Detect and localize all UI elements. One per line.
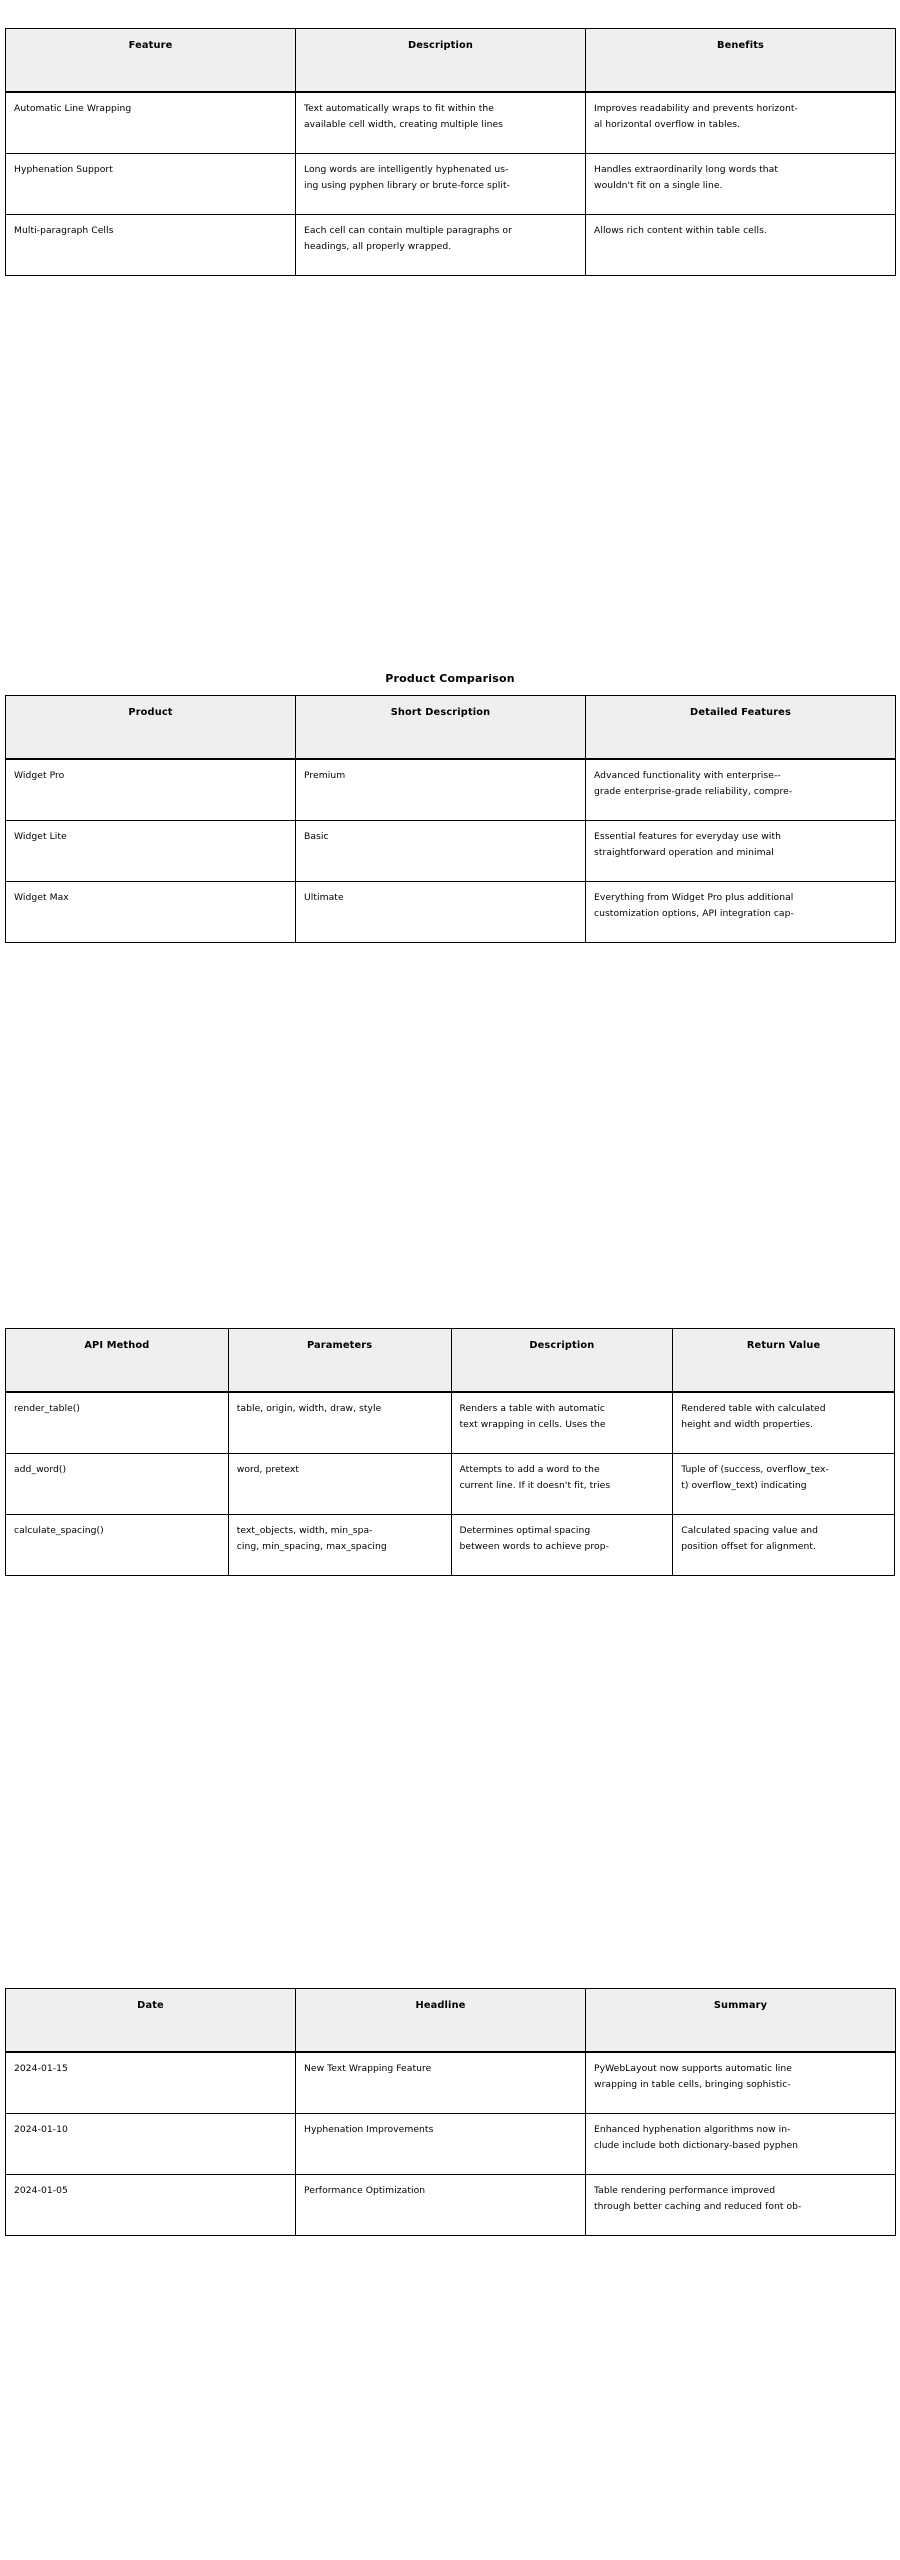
cell-line: Widget Max (14, 892, 69, 903)
cell-line: add_word() (14, 1464, 67, 1475)
table-cell (6, 821, 296, 882)
cell-line: Widget Pro (14, 770, 65, 781)
table-header-row (6, 696, 896, 760)
cell-line: Essential features for everyday use with (594, 831, 781, 842)
column-header-return-value: Return Value (673, 1329, 895, 1393)
cell-line: customization options, API integration cap- (594, 908, 794, 920)
table-cell (586, 215, 896, 276)
table-cell (6, 2114, 296, 2175)
table-cell (296, 821, 586, 882)
column-header-parameters: Parameters (228, 1329, 451, 1393)
table-cell (6, 215, 296, 276)
table-cell (451, 1454, 673, 1515)
cell-line: Each cell can contain multiple paragraphs or (304, 225, 512, 236)
table-cell (6, 1515, 229, 1576)
table-cell (586, 92, 896, 154)
column-header-headline: Headline (296, 1989, 586, 2053)
table-cell (296, 92, 586, 154)
cell-line: al horizontal overflow in tables. (594, 119, 741, 131)
cell-line: Everything from Widget Pro plus additional (594, 892, 794, 903)
table-cell (296, 2052, 586, 2114)
table-cell (296, 215, 586, 276)
table-row (6, 759, 896, 821)
table-cell (6, 154, 296, 215)
cell-line: Table rendering performance improved (594, 2185, 776, 2196)
cell-line: Premium (304, 770, 346, 781)
cell-line: ing using pyphen library or brute-force split- (304, 180, 510, 192)
cell-line: calculate_spacing() (14, 1525, 104, 1536)
table-row (6, 882, 896, 943)
cell-line: wouldn't fit on a single line. (594, 180, 723, 192)
cell-line: Calculated spacing value and (681, 1525, 819, 1536)
cell-line: Attempts to add a word to the (459, 1464, 600, 1475)
cell-line: Improves readability and prevents horizont- (594, 103, 798, 114)
cell-line: Allows rich content within table cells. (594, 225, 767, 236)
column-header-summary: Summary (586, 1989, 896, 2053)
table-cell (6, 882, 296, 943)
cell-line: Hyphenation Improvements (304, 2124, 434, 2135)
cell-line: clude include both dictionary-based pyphen (594, 2140, 799, 2152)
table-row (6, 2175, 896, 2236)
api-table-block (5, 1318, 895, 1576)
table-row (6, 215, 896, 276)
table-row (6, 2052, 896, 2114)
table-cell (451, 1515, 673, 1576)
table-cell (228, 1515, 451, 1576)
table-cell (296, 882, 586, 943)
cell-line: Hyphenation Support (14, 164, 113, 175)
cell-line: wrapping in table cells, bringing sophistic- (594, 2079, 791, 2091)
table-cell (586, 2052, 896, 2114)
table-cell (6, 2052, 296, 2114)
cell-line: between words to achieve prop- (459, 1541, 609, 1553)
table-cell (6, 1454, 229, 1515)
table-cell (6, 759, 296, 821)
column-header-api-method: API Method (6, 1329, 229, 1393)
cell-line: Rendered table with calculated (681, 1403, 826, 1414)
news-table-block (5, 1978, 895, 2236)
table-cell (296, 2175, 586, 2236)
features-table (5, 28, 896, 276)
cell-line: Performance Optimization (304, 2185, 426, 2196)
cell-line: headings, all properly wrapped. (304, 241, 452, 253)
cell-line: text wrapping in cells. Uses the (459, 1419, 606, 1431)
column-header-description: Description (451, 1329, 673, 1393)
cell-line: available cell width, creating multiple lines (304, 119, 503, 131)
table-cell (586, 821, 896, 882)
column-header-description: Description (296, 29, 586, 93)
cell-line: current line. If it doesn't fit, tries (459, 1480, 611, 1492)
table-cell (586, 154, 896, 215)
table-cell (451, 1392, 673, 1454)
column-header-feature: Feature (6, 29, 296, 93)
cell-line: table, origin, width, draw, style (236, 1403, 382, 1414)
cell-line: straightforward operation and minimal (594, 847, 774, 859)
table-row (6, 1454, 895, 1515)
column-header-date: Date (6, 1989, 296, 2053)
table-row (6, 1392, 895, 1454)
table-row (6, 821, 896, 882)
table-row (6, 2114, 896, 2175)
table-cell (586, 882, 896, 943)
column-header-detailed-features: Detailed Features (586, 696, 896, 760)
table-row (6, 92, 896, 154)
table-header-row (6, 1989, 896, 2053)
cell-line: height and width properties. (681, 1419, 814, 1431)
cell-line: grade enterprise-grade reliability, compre- (594, 786, 793, 798)
cell-line: Renders a table with automatic (459, 1403, 606, 1414)
cell-line: 2024-01-15 (14, 2063, 68, 2074)
cell-line: 2024-01-10 (14, 2124, 68, 2135)
cell-line: through better caching and reduced font ob- (594, 2201, 802, 2213)
cell-line: render_table() (14, 1403, 81, 1414)
api-table (5, 1328, 895, 1576)
products-table (5, 695, 896, 943)
table-cell (6, 1392, 229, 1454)
table-header-row (6, 29, 896, 93)
cell-line: Determines optimal spacing (459, 1525, 591, 1536)
cell-line: New Text Wrapping Feature (304, 2063, 432, 2074)
cell-line: 2024-01-05 (14, 2185, 68, 2196)
table-cell (6, 2175, 296, 2236)
table-cell (673, 1392, 895, 1454)
cell-line: Automatic Line Wrapping (14, 103, 132, 114)
table-cell (586, 2175, 896, 2236)
table-cell (228, 1454, 451, 1515)
table-row (6, 154, 896, 215)
column-header-benefits: Benefits (586, 29, 896, 93)
cell-line: word, pretext (236, 1464, 300, 1475)
cell-line: Multi-paragraph Cells (14, 225, 114, 236)
cell-line: Long words are intelligently hyphenated us- (304, 164, 509, 175)
table-cell (673, 1454, 895, 1515)
table-cell (586, 2114, 896, 2175)
cell-line: PyWebLayout now supports automatic line (594, 2063, 792, 2074)
table-cell (6, 92, 296, 154)
table-cell (296, 154, 586, 215)
cell-line: t) overflow_text) indicating (681, 1480, 807, 1492)
cell-line: cing, min_spacing, max_spacing (236, 1541, 387, 1553)
features-table-block (5, 18, 895, 276)
column-header-product: Product (6, 696, 296, 760)
cell-line: Ultimate (304, 892, 344, 903)
table-cell (228, 1392, 451, 1454)
column-header-short-description: Short Description (296, 696, 586, 760)
cell-line: Text automatically wraps to fit within the (304, 103, 494, 114)
cell-line: Widget Lite (14, 831, 67, 842)
cell-line: Basic (304, 831, 329, 842)
products-table-caption: Product Comparison (385, 672, 515, 685)
cell-line: Advanced functionality with enterprise-- (594, 770, 781, 781)
table-cell (586, 759, 896, 821)
cell-line: Tuple of (success, overflow_tex- (681, 1464, 829, 1475)
cell-line: Enhanced hyphenation algorithms now in- (594, 2124, 791, 2135)
table-cell (296, 759, 586, 821)
table-row (6, 1515, 895, 1576)
table-cell (296, 2114, 586, 2175)
cell-line: position offset for alignment. (681, 1541, 816, 1553)
table-header-row (6, 1329, 895, 1393)
news-table (5, 1988, 896, 2236)
table-cell (673, 1515, 895, 1576)
cell-line: Handles extraordinarily long words that (594, 164, 779, 175)
products-table-block (5, 672, 895, 943)
cell-line: text_objects, width, min_spa- (236, 1525, 373, 1536)
